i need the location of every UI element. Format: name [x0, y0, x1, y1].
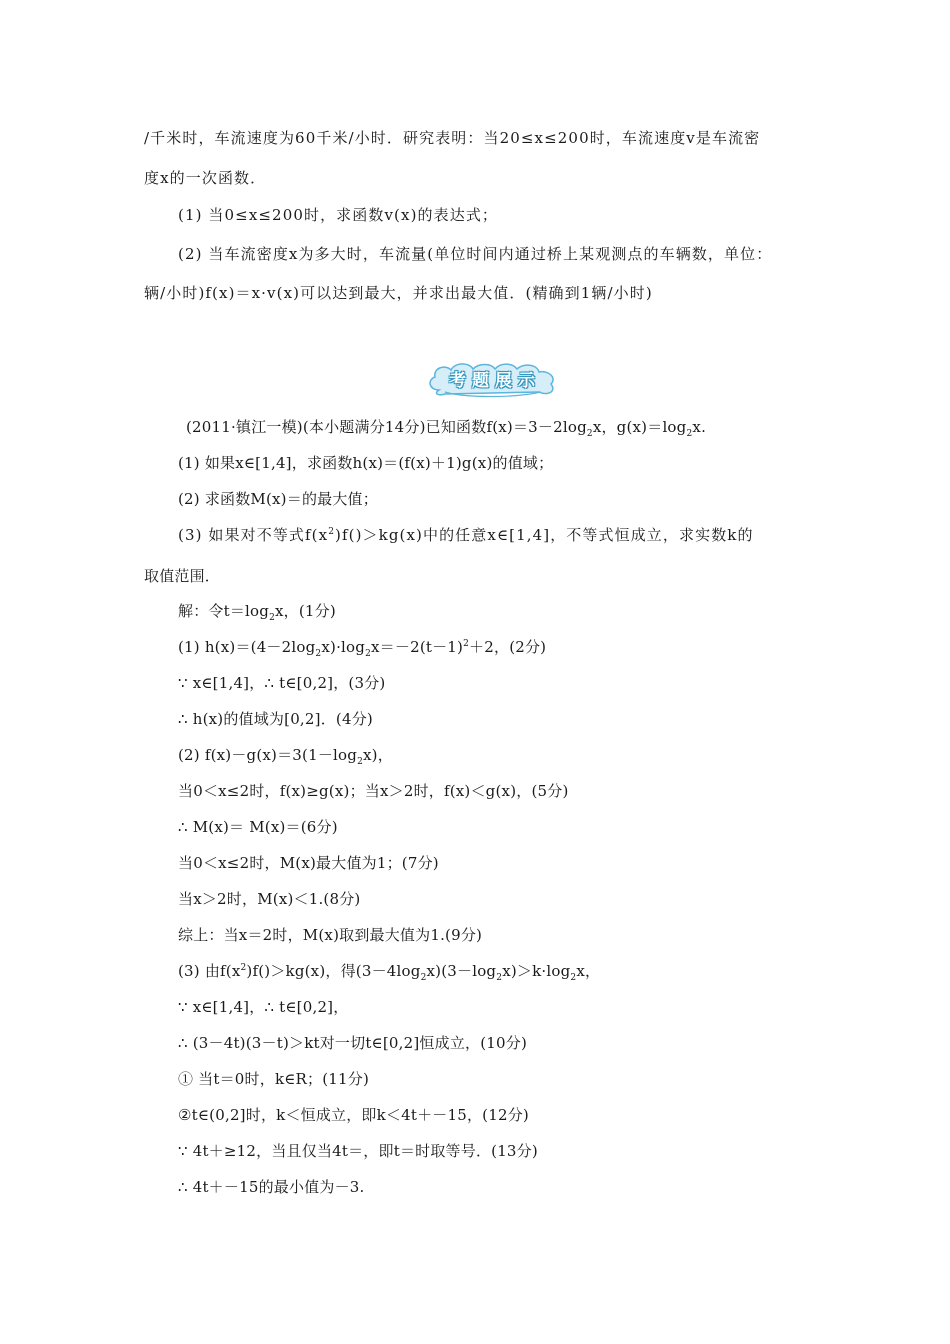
exam-question-2: (2) 求函数M(x)＝的最大值；: [178, 490, 378, 508]
solution-intro-part-b: x，(1分): [275, 602, 336, 620]
log-base-sub: 2: [357, 757, 364, 767]
solution-intro: [178, 601, 336, 621]
solution-step-15: ∵ 4t＋≥12，当且仅当4t＝，即t＝时取等号．(13分): [178, 1142, 538, 1160]
square-sup: 2: [240, 963, 247, 973]
exam-question-3-line-2: 取值范围．: [144, 567, 221, 585]
solution-step-1: [178, 637, 546, 657]
log-base-sub: 2: [420, 973, 427, 983]
solution-step-4: [178, 745, 393, 765]
banner-char-3: 展: [495, 370, 512, 391]
log-base-sub: 2: [570, 973, 577, 983]
solution-step-13: ① 当t＝0时，k∈R；(11分): [178, 1070, 370, 1088]
banner-char-4: 示: [518, 370, 535, 391]
log-base-sub: 2: [686, 429, 693, 439]
solution-step-7: 当0＜x≤2时，M(x)最大值为1；(7分): [178, 854, 439, 872]
log-base-sub: 2: [315, 649, 322, 659]
solution-step-12: ∴ (3－4t)(3－t)＞kt对一切t∈[0,2]恒成立，(10分): [178, 1034, 528, 1052]
solution-step-1-part-a: (1) h(x)＝(4－2log: [178, 638, 316, 656]
intro-line-1: /千米时，车流速度为60千米/小时．研究表明：当20≤x≤200时，车流速度v是车流密: [144, 129, 761, 147]
solution-step-8: 当x＞2时，M(x)＜1.(8分): [178, 890, 361, 908]
exam-question-1: (1) 如果x∈[1,4]，求函数h(x)＝(f(x)＋1)g(x)的值域；: [178, 454, 554, 472]
solution-step-1-part-b: x)·log: [321, 638, 366, 656]
intro-line-2: 度x的一次函数．: [144, 169, 267, 187]
solution-step-10-part-c: x)(3－log: [426, 962, 497, 980]
log-base-sub: 2: [365, 649, 372, 659]
exam-header-part-c: x.: [692, 418, 707, 436]
exam-header-part-a: (2011·镇江一模)(本小题满分14分)已知函数f(x)＝3－2log: [186, 418, 587, 436]
banner-char-2: 题: [472, 370, 489, 391]
intro-question-1: (1) 当0≤x≤200时，求函数v(x)的表达式；: [178, 206, 499, 224]
exam-question-3-line-1: [178, 525, 754, 545]
log-base-sub: 2: [586, 429, 593, 439]
exam-header: [186, 417, 706, 437]
exam-q3-part-b: )f()＞kg(x)中的任意x∈[1,4]，不等式恒成立，求实数k的: [335, 526, 754, 544]
banner-title: [425, 360, 559, 396]
solution-step-6: ∴ M(x)＝ M(x)＝(6分): [178, 818, 338, 836]
solution-step-10-part-b: )f()＞kg(x)，得(3－4log: [246, 962, 421, 980]
solution-step-11: ∵ x∈[1,4]，∴ t∈[0,2]，: [178, 998, 349, 1016]
solution-step-10-part-a: (3) 由f(x: [178, 962, 241, 980]
solution-intro-part-a: 解：令t＝log: [178, 602, 270, 620]
exam-q3-part-a: (3) 如果对不等式f(x: [178, 526, 329, 544]
intro-question-2-line-2: 辆/小时)f(x)＝x·v(x)可以达到最大，并求出最大值．(精确到1辆/小时): [144, 284, 653, 302]
solution-step-3: ∴ h(x)的值域为[0,2]．(4分): [178, 710, 373, 728]
solution-step-4-part-a: (2) f(x)－g(x)＝3(1－log: [178, 746, 358, 764]
solution-step-1-part-c: x＝－2(t－1): [371, 638, 464, 656]
solution-step-10: [178, 961, 600, 981]
solution-step-1-part-d: ＋2，(2分): [469, 638, 547, 656]
solution-step-5: 当0＜x≤2时，f(x)≥g(x)；当x＞2时，f(x)＜g(x)，(5分): [178, 782, 569, 800]
square-sup: 2: [328, 527, 336, 537]
solution-step-10-part-d: x)＞k·log: [502, 962, 571, 980]
section-banner: [425, 360, 559, 400]
solution-step-10-part-e: x，: [576, 962, 601, 980]
solution-step-9: 综上：当x＝2时，M(x)取到最大值为1.(9分): [178, 926, 483, 944]
log-base-sub: 2: [269, 613, 275, 623]
solution-step-16: ∴ 4t＋－15的最小值为－3.: [178, 1178, 365, 1196]
log-base-sub: 2: [496, 973, 503, 983]
exam-header-part-b: x，g(x)＝log: [592, 418, 687, 436]
solution-step-2: ∵ x∈[1,4]，∴ t∈[0,2]，(3分): [178, 674, 386, 692]
intro-question-2-line-1: (2) 当车流密度x为多大时，车流量(单位时间内通过桥上某观测点的车辆数，单位：: [178, 245, 773, 263]
square-sup: 2: [463, 639, 470, 649]
banner-char-1: 考: [449, 370, 466, 391]
solution-step-4-part-b: x)，: [363, 746, 393, 764]
solution-step-14: ②t∈(0,2]时，k＜恒成立，即k＜4t＋－15，(12分): [178, 1106, 529, 1124]
